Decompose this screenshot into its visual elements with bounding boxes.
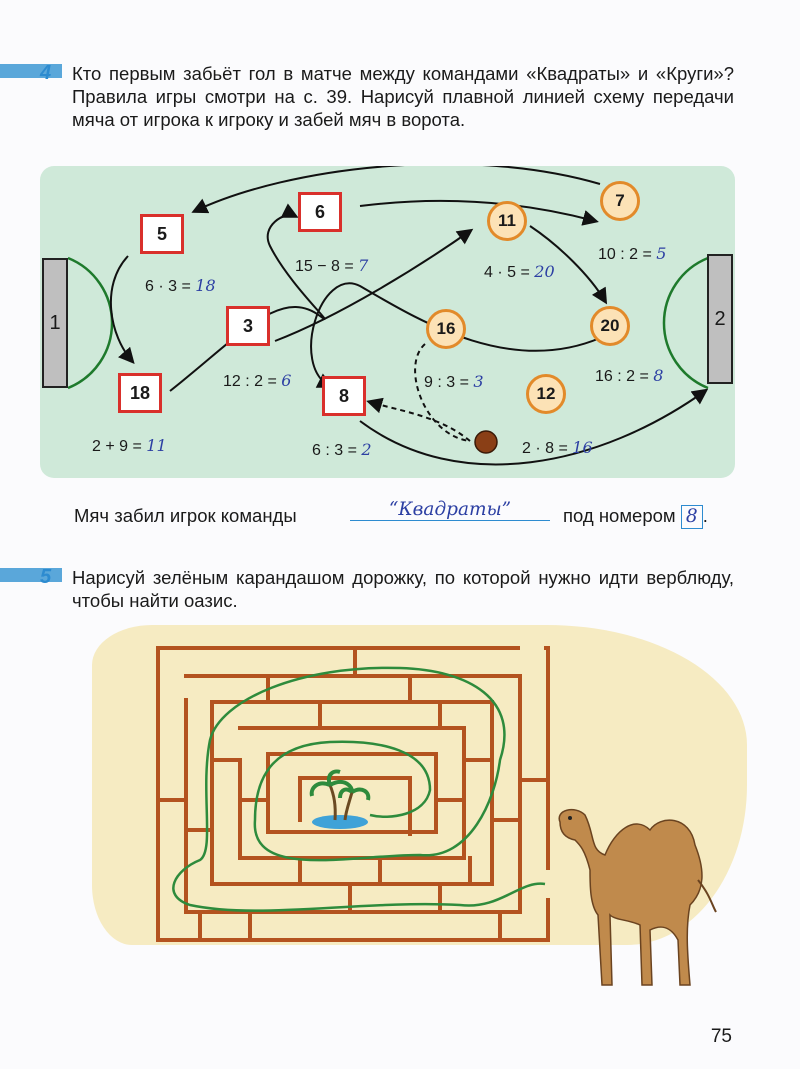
equation-answer: 8 [653,366,664,385]
equation-text: 15 − 8 = [295,258,354,275]
task-text: Кто первым забьёт гол в матче между командами «Квадраты» и «Круги»? Правила игры смотри на с. 39. Нарисуй плавной линией схему передачи мяча от игрока к игроку и забей мяч в ворота. [72,63,734,130]
task-text: Нарисуй зелёным карандашом дорожку, по которой нужно идти верблюду, чтобы найти оазис. [72,567,734,611]
player-square-8: 8 [322,376,366,416]
equation-answer: 5 [656,244,667,263]
answer-prefix: Мяч забил игрок команды [74,505,297,526]
equation-answer: 6 [281,371,292,390]
goal-left-label: 1 [49,311,61,334]
equation-text: 6 · 3 = [145,278,191,295]
task-number: 5 [40,566,52,588]
player-circle-16: 16 [426,309,466,349]
equation-text: 10 : 2 = [598,246,652,263]
player-circle-20: 20 [590,306,630,346]
equation-text: 6 : 3 = [312,442,357,459]
equation-answer: 20 [534,262,555,281]
page-number: 75 [710,1026,732,1047]
equation-answer: 16 [572,438,593,457]
oasis-icon [312,772,369,829]
equation-text: 9 : 3 = [424,374,469,391]
player-square-6: 6 [298,192,342,232]
equation-answer: 11 [146,436,167,455]
equation-answer: 7 [358,256,369,275]
player-square-3: 3 [226,306,270,346]
player-circle-7: 7 [600,181,640,221]
answer-mid: под номером [563,505,676,526]
equation-text: 2 + 9 = [92,438,142,455]
equation-text: 12 : 2 = [223,373,277,390]
equation-text: 2 · 8 = [522,440,568,457]
player-circle-12: 12 [526,374,566,414]
goal-right-label: 2 [714,307,726,330]
equation-answer: 3 [473,372,484,391]
equation-text: 4 · 5 = [484,264,530,281]
player-circle-11: 11 [487,201,527,241]
player-square-18: 18 [118,373,162,413]
camel-icon [559,810,716,985]
equation-text: 16 : 2 = [595,368,649,385]
answer-team: “Квадраты” [388,499,512,520]
task-number: 4 [40,62,52,84]
answer-period: . [702,505,708,526]
equation-answer: 18 [195,276,216,295]
player-square-5: 5 [140,214,184,254]
equation-answer: 2 [361,440,372,459]
answer-number-box[interactable]: 8 [681,505,703,529]
